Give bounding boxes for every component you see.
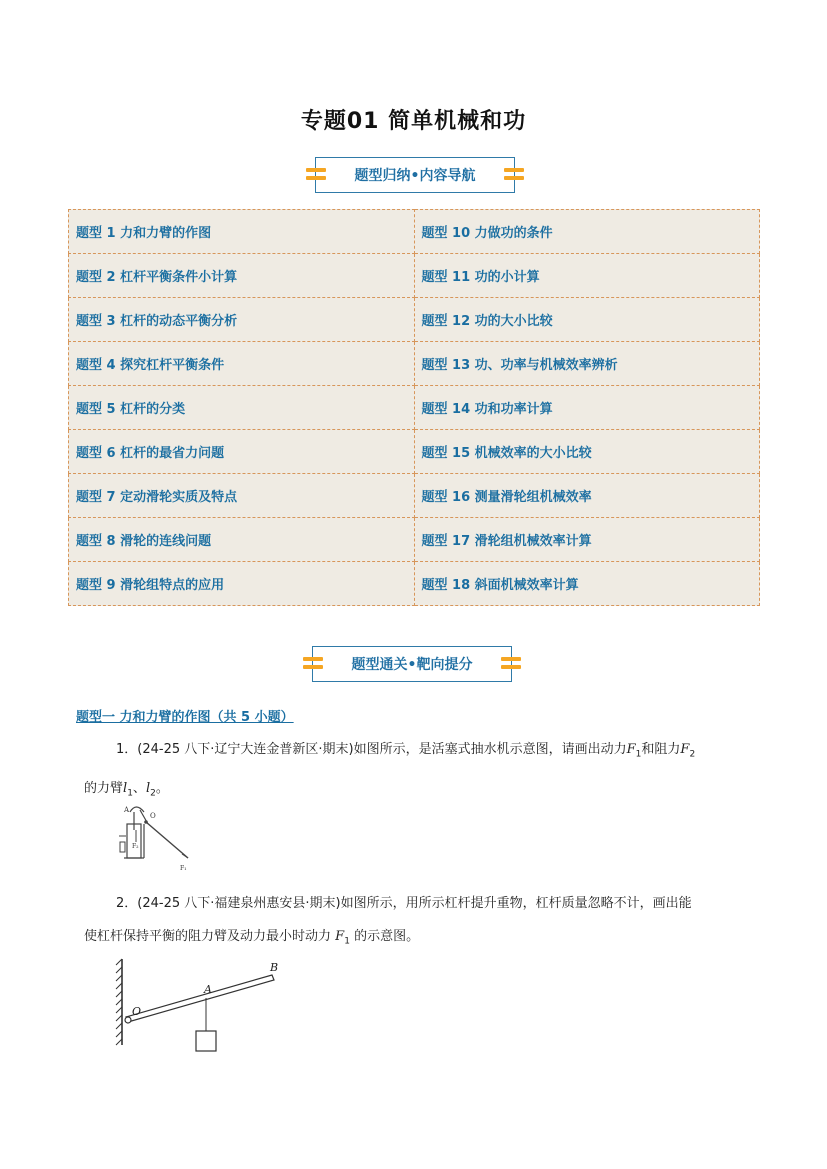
lever-diagram [112, 955, 292, 1060]
point-O-label: O [132, 1005, 142, 1018]
nav-topic-link[interactable]: 题型 12 功的大小比较 [414, 298, 760, 342]
banner-decoration-icon [303, 656, 323, 672]
practice-banner-label: 题型通关•靶向提分 [351, 657, 473, 673]
page-title: 专题01 简单机械和功 [300, 109, 527, 134]
question-1 [84, 733, 744, 810]
symbol-l2: l [145, 780, 151, 796]
fig1-label: F₁ [180, 865, 187, 872]
fig1-label: F₂ [132, 843, 139, 850]
nav-topic-link[interactable]: 题型 13 功、功率与机械效率辨析 [414, 342, 760, 386]
separator: 、 [132, 780, 146, 796]
subscript: 1 [344, 936, 350, 947]
symbol-F2: F [680, 742, 690, 757]
nav-topic-link[interactable]: 题型 11 功的小计算 [414, 254, 760, 298]
topic-navigation-table [68, 209, 760, 606]
section-heading[interactable]: 题型一 力和力臂的作图（共 5 小题） [76, 710, 294, 725]
question-text: 如图所示，是活塞式抽水机示意图，请画出动力 [353, 742, 627, 757]
point-B-label: B [270, 961, 279, 974]
question-text: 和阻力 [641, 742, 681, 757]
nav-row [69, 254, 760, 298]
nav-topic-link[interactable]: 题型 3 杠杆的动态平衡分析 [69, 298, 415, 342]
banner-decoration-icon [504, 167, 524, 183]
question-text: 的力臂 [84, 780, 124, 796]
nav-row [69, 386, 760, 430]
nav-topic-link[interactable]: 题型 4 探究杠杆平衡条件 [69, 342, 415, 386]
question-2 [84, 887, 744, 959]
question-text: 如图所示，用所示杠杆提升重物，杠杆质量忽略不计，画出能 [340, 896, 692, 911]
nav-topic-link[interactable]: 题型 18 斜面机械效率计算 [414, 562, 760, 606]
question-text: 使杠杆保持平衡的阻力臂及动力最小时动力 [84, 929, 332, 944]
nav-row [69, 210, 760, 254]
nav-row [69, 430, 760, 474]
nav-banner-label: 题型归纳•内容导航 [354, 168, 476, 184]
nav-topic-link[interactable]: 题型 14 功和功率计算 [414, 386, 760, 430]
nav-topic-link[interactable]: 题型 5 杠杆的分类 [69, 386, 415, 430]
nav-row [69, 518, 760, 562]
nav-topic-link[interactable]: 题型 8 滑轮的连线问题 [69, 518, 415, 562]
nav-topic-link[interactable]: 题型 17 滑轮组机械效率计算 [414, 518, 760, 562]
subscript: 1 [127, 788, 133, 799]
nav-row [69, 474, 760, 518]
subscript: 1 [635, 749, 642, 760]
question-source: (24-25 八下·福建泉州惠安县·期末) [137, 896, 341, 911]
nav-topic-link[interactable]: 题型 7 定动滑轮实质及特点 [69, 474, 415, 518]
symbol-F1: F [626, 742, 636, 757]
question-text: 的示意图。 [354, 929, 420, 944]
nav-banner [315, 157, 515, 193]
nav-topic-link[interactable]: 题型 9 滑轮组特点的应用 [69, 562, 415, 606]
nav-topic-link[interactable]: 题型 15 机械效率的大小比较 [414, 430, 760, 474]
question-number: 1． [116, 742, 138, 757]
nav-topic-link[interactable]: 题型 10 力做功的条件 [414, 210, 760, 254]
symbol-l1: l [123, 780, 128, 796]
subscript: 2 [150, 788, 156, 799]
subscript: 2 [689, 749, 696, 760]
nav-topic-link[interactable]: 题型 2 杠杆平衡条件小计算 [69, 254, 415, 298]
question-number: 2． [116, 896, 138, 911]
banner-decoration-icon [306, 167, 326, 183]
nav-row [69, 342, 760, 386]
fig1-label: A [124, 806, 130, 814]
nav-row [69, 298, 760, 342]
nav-topic-link[interactable]: 题型 6 杠杆的最省力问题 [69, 430, 415, 474]
pump-diagram [110, 800, 205, 880]
symbol-F1: F [335, 929, 345, 944]
point-A-label: A [204, 983, 212, 996]
nav-topic-link[interactable]: 题型 1 力和力臂的作图 [69, 210, 415, 254]
punctuation: 。 [155, 780, 169, 796]
banner-decoration-icon [501, 656, 521, 672]
practice-banner [312, 646, 512, 682]
nav-row [69, 562, 760, 606]
fig1-label: O [150, 812, 156, 820]
nav-topic-link[interactable]: 题型 16 测量滑轮组机械效率 [414, 474, 760, 518]
question-source: (24-25 八下·辽宁大连金普新区·期末) [137, 742, 354, 757]
